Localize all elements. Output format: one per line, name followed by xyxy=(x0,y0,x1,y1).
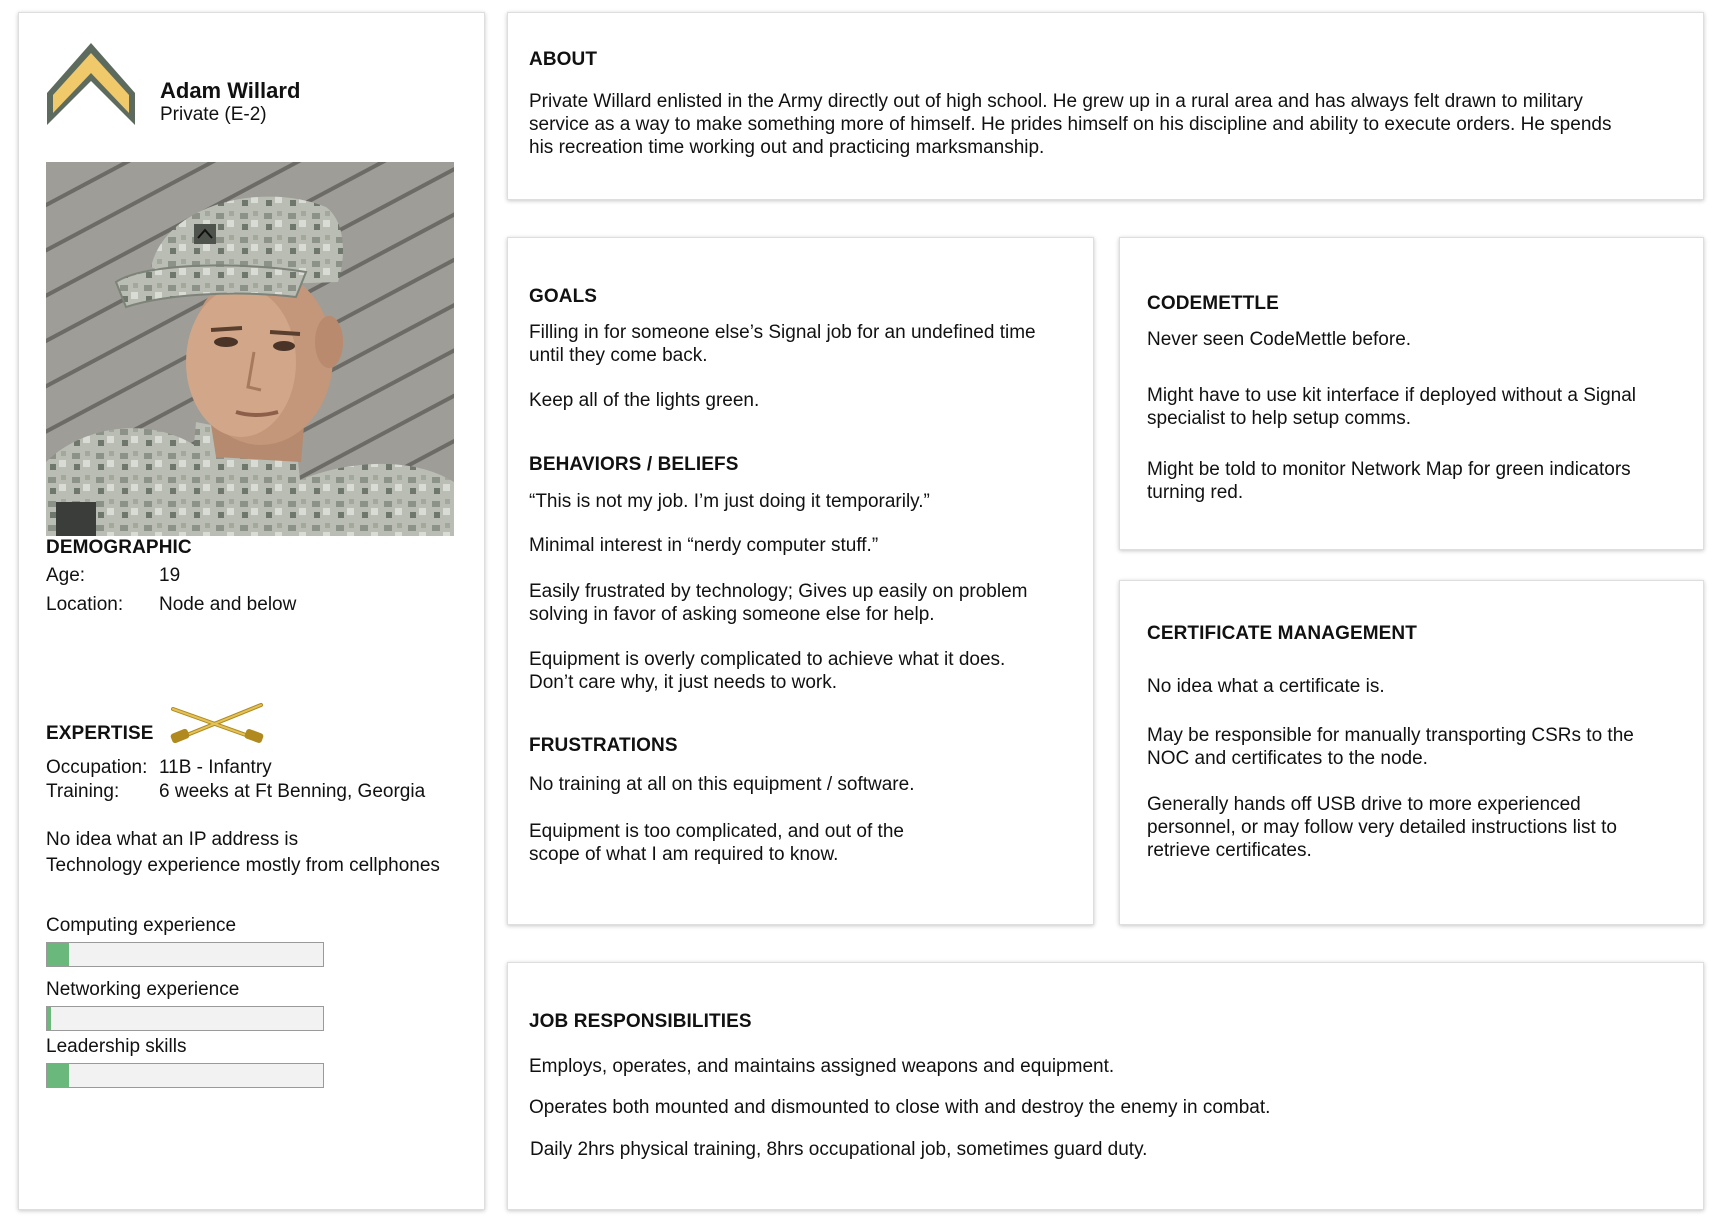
certificate-management-card xyxy=(1119,580,1704,925)
codemettle-item: Never seen CodeMettle before. xyxy=(1147,329,1412,350)
age-label: Age: xyxy=(46,565,86,586)
certificate-item: No idea what a certificate is. xyxy=(1147,676,1385,697)
expertise-note-tech: Technology experience mostly from cellphones xyxy=(46,855,440,876)
training-row xyxy=(46,781,425,803)
frustration-item: Equipment is too complicated, and out of the scope of what I am required to know. xyxy=(529,821,904,865)
skill-label-leadership: Leadership skills xyxy=(46,1036,187,1057)
skill-label-computing: Computing experience xyxy=(46,915,237,936)
behavior-item: Easily frustrated by technology; Gives up easily on problem solving in favor of asking someone else for help. xyxy=(529,581,1028,625)
codemettle-card xyxy=(1119,237,1704,550)
about-text: Private Willard enlisted in the Army directly out of high school. He grew up in a rural area and has always felt drawn to military service as a way to make something more of himself. He prides himself on his discipline and ability to execute orders. He spends his recreation time working out and practicing marksmanship. xyxy=(529,91,1612,158)
location-value: Node and below xyxy=(159,594,297,615)
profile-card xyxy=(18,12,485,1210)
goal-item: Keep all of the lights green. xyxy=(529,390,760,411)
crossed-rifles-icon xyxy=(169,699,265,747)
training-label: Training: xyxy=(46,781,120,802)
skill-bar-networking-fill xyxy=(47,1007,51,1030)
skill-bar-networking xyxy=(46,1006,324,1031)
frustrations-heading: FRUSTRATIONS xyxy=(529,735,678,756)
expertise-note-ip: No idea what an IP address is xyxy=(46,829,299,850)
age-value: 19 xyxy=(159,565,181,586)
job-item: Daily 2hrs physical training, 8hrs occupational job, sometimes guard duty. xyxy=(530,1139,1148,1160)
skill-bar-computing xyxy=(46,942,324,967)
expertise-heading: EXPERTISE xyxy=(46,723,154,744)
goal-item: Filling in for someone else’s Signal job for an undefined time until they come back. xyxy=(529,322,1036,366)
skill-bar-leadership-fill xyxy=(47,1064,69,1087)
private-rank-chevron-icon xyxy=(47,43,135,125)
behavior-item: Equipment is overly complicated to achieve what it does. Don’t care why, it just needs to work. xyxy=(529,649,1006,693)
behaviors-heading: BEHAVIORS / BELIEFS xyxy=(529,454,739,475)
skill-bar-leadership xyxy=(46,1063,324,1088)
occupation-label: Occupation: xyxy=(46,757,148,778)
age-row xyxy=(46,565,180,587)
frustration-item: No training at all on this equipment / software. xyxy=(529,774,915,795)
behavior-item: Minimal interest in “nerdy computer stuff.” xyxy=(529,535,879,556)
certificate-item: Generally hands off USB drive to more experienced personnel, or may follow very detailed instructions list to retrieve certificates. xyxy=(1147,794,1617,861)
persona-name: Adam Willard xyxy=(160,78,301,103)
codemettle-item: Might be told to monitor Network Map for green indicators turning red. xyxy=(1147,459,1631,503)
persona-rank: Private (E-2) xyxy=(160,104,267,125)
goals-heading: GOALS xyxy=(529,286,598,307)
training-value: 6 weeks at Ft Benning, Georgia xyxy=(159,781,426,802)
about-card xyxy=(507,12,1704,200)
codemettle-item: Might have to use kit interface if deployed without a Signal specialist to help setup comms. xyxy=(1147,385,1637,429)
location-row xyxy=(46,594,296,616)
demographic-heading: DEMOGRAPHIC xyxy=(46,537,192,558)
job-item: Operates both mounted and dismounted to close with and destroy the enemy in combat. xyxy=(529,1097,1271,1118)
skill-label-networking: Networking experience xyxy=(46,979,240,1000)
job-responsibilities-card xyxy=(507,962,1704,1210)
location-label: Location: xyxy=(46,594,124,615)
codemettle-heading: CODEMETTLE xyxy=(1147,293,1279,314)
certificate-item: May be responsible for manually transporting CSRs to the NOC and certificates to the node. xyxy=(1147,725,1634,769)
certificate-heading: CERTIFICATE MANAGEMENT xyxy=(1147,623,1417,644)
skill-bar-computing-fill xyxy=(47,943,69,966)
occupation-value: 11B - Infantry xyxy=(159,757,272,778)
persona-photo xyxy=(46,162,454,536)
about-heading: ABOUT xyxy=(529,49,598,70)
jobs-heading: JOB RESPONSIBILITIES xyxy=(529,1011,752,1032)
behavior-item: “This is not my job. I’m just doing it temporarily.” xyxy=(529,491,930,512)
job-item: Employs, operates, and maintains assigned weapons and equipment. xyxy=(529,1056,1115,1077)
goals-card xyxy=(507,237,1094,925)
occupation-row xyxy=(46,757,272,779)
